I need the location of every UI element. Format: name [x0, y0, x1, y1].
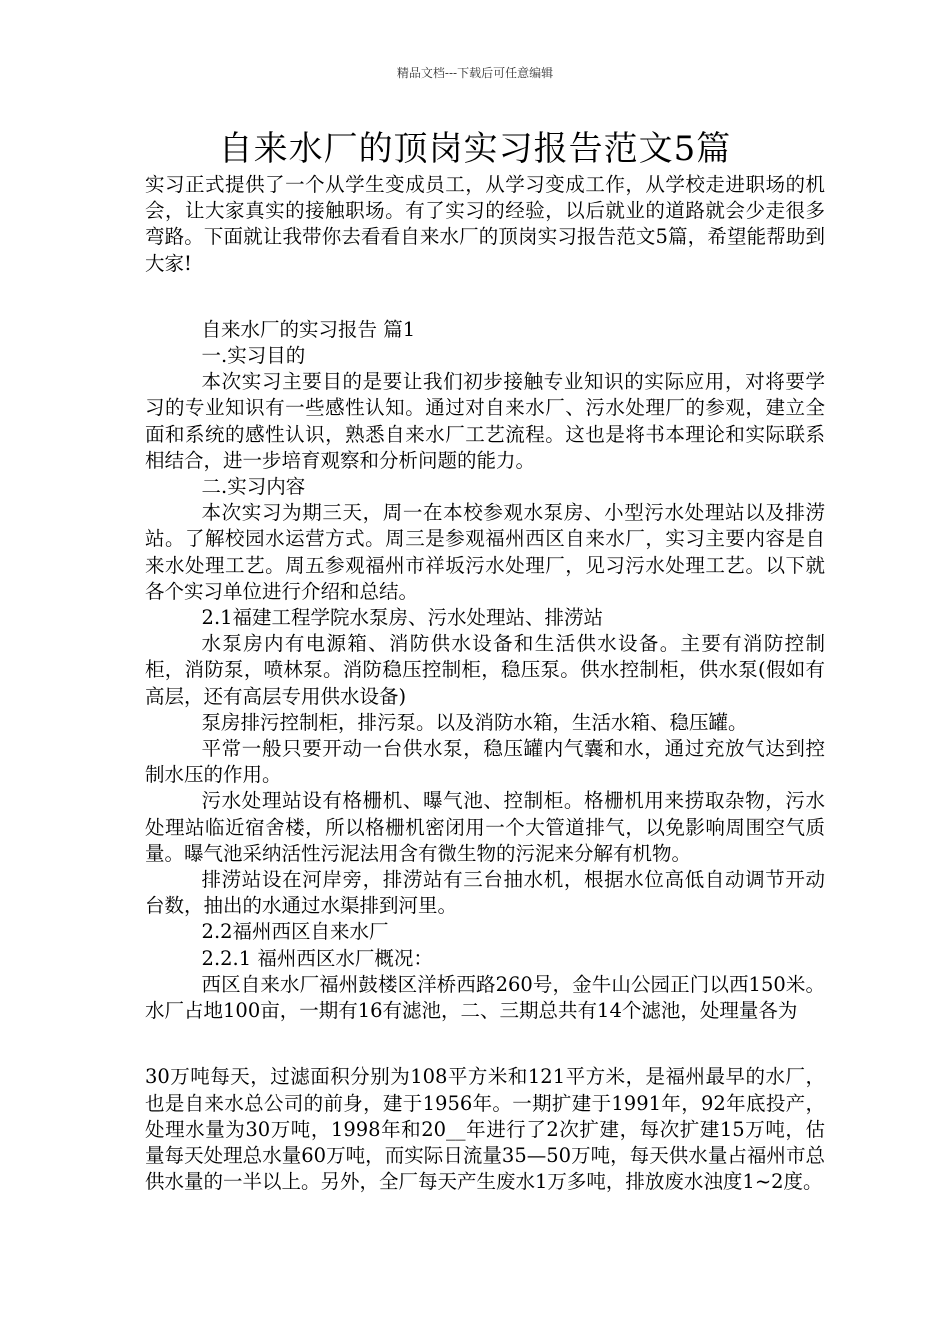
- section2-heading: 二.实习内容: [201, 475, 306, 499]
- document-body: [145, 172, 825, 1195]
- page-header: [0, 64, 950, 81]
- subsection-2-2-1-paragraph-2: 30万吨每天，过滤面积分别为108平方米和121平方米，是福州最早的水厂，也是自来水总公司的前身，建于1956年。一期扩建于1991年，92年底投产，处理水量为30万吨，1998年和20__年进行了2次扩建，每次扩建15万吨，估量每天处理总水量60万吨，而实际日流量35—50万吨，每天供水量占福州市总供水量的一半以上。另外，全厂每天产生废水1万多吨，排放废水浊度1~2度。: [145, 1065, 825, 1194]
- page-header-text: 精品文档---下载后可任意编辑: [396, 66, 554, 80]
- subsection-2-1-paragraph-3: 平常一般只要开动一台供水泵，稳压罐内气囊和水，通过充放气达到控制水压的作用。: [145, 737, 825, 787]
- subsection-2-2-1-paragraph-1: 西区自来水厂福州鼓楼区洋桥西路260号，金牛山公园正门以西150米。水厂占地100亩，一期有16有滤池，二、三期总共有14个滤池，处理量各为: [145, 972, 825, 1023]
- intro-paragraph: 实习正式提供了一个从学生变成员工，从学习变成工作，从学校走进职场的机会，让大家真实的接触职场。有了实习的经验，以后就业的道路就会少走很多弯路。下面就让我带你去看看自来水厂的顶岗实习报告范文5篇，希望能帮助到大家!: [145, 173, 825, 275]
- section1-heading: 一.实习目的: [201, 344, 306, 368]
- subsection-2-1-paragraph-5: 排涝站设在河岸旁，排涝站有三台抽水机，根据水位高低自动调节开动台数，抽出的水通过水渠排到河里。: [145, 868, 825, 918]
- subsection-2-2-heading: 2.2福州西区自来水厂: [201, 920, 389, 944]
- document-title: 自来水厂的顶岗实习报告范文5篇: [218, 129, 732, 169]
- report-heading: 自来水厂的实习报告 篇1: [201, 317, 416, 341]
- section2-paragraph-1: 本次实习为期三天，周一在本校参观水泵房、小型污水处理站以及排涝站。了解校园水运营方式。周三是参观福州西区自来水厂，实习主要内容是自来水处理工艺。周五参观福州市祥坂污水处理厂，见习污水处理工艺。以下就各个实习单位进行介绍和总结。: [145, 501, 825, 603]
- subsection-2-2-1-heading: 2.2.1 福州西区水厂概况：: [201, 946, 433, 970]
- subsection-2-1-paragraph-1: 水泵房内有电源箱、消防供水设备和生活供水设备。主要有消防控制柜，消防泵，喷林泵。消防稳压控制柜，稳压泵。供水控制柜，供水泵(假如有高层，还有高层专用供水设备): [145, 632, 825, 708]
- subsection-2-1-paragraph-2: 泵房排污控制柜，排污泵。以及消防水箱，生活水箱、稳压罐。: [201, 710, 748, 734]
- section1-paragraph-1: 本次实习主要目的是要让我们初步接触专业知识的实际应用，对将要学习的专业知识有一些感性认知。通过对自来水厂、污水处理厂的参观，建立全面和系统的感性认识，熟悉自来水厂工艺流程。这也是将书本理论和实际联系相结合，进一步培育观察和分析问题的能力。: [145, 370, 825, 472]
- subsection-2-1-heading: 2.1福建工程学院水泵房、污水处理站、排涝站: [201, 606, 604, 630]
- subsection-2-1-paragraph-4: 污水处理站设有格栅机、曝气池、控制柜。格栅机用来捞取杂物，污水处理站临近宿舍楼，所以格栅机密闭用一个大管道排气，以免影响周围空气质量。曝气池采纳活性污泥法用含有微生物的污泥来分解有机物。: [145, 789, 825, 865]
